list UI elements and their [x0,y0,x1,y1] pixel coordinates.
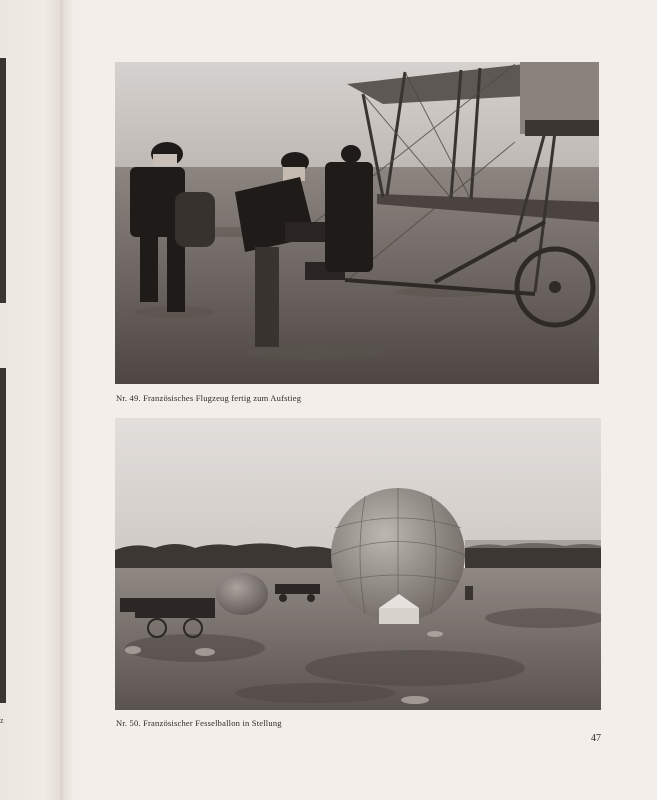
figure-caption-50: Nr. 50. Französischer Fesselballon in Stellung [116,718,282,728]
photo-balloon-image [115,418,601,710]
left-photo-edge-bottom [0,368,6,703]
photo-airplane [115,62,599,384]
figure-caption-49: Nr. 49. Französisches Flugzeug fertig zum Aufstieg [116,393,302,403]
left-page-edge [0,0,62,800]
photo-balloon [115,418,601,710]
photo-airplane-image [115,62,599,384]
book-gutter [60,0,74,800]
page-number: 47 [591,733,601,744]
left-photo-edge-top [0,58,6,303]
left-caption-fragment: z [0,716,4,725]
